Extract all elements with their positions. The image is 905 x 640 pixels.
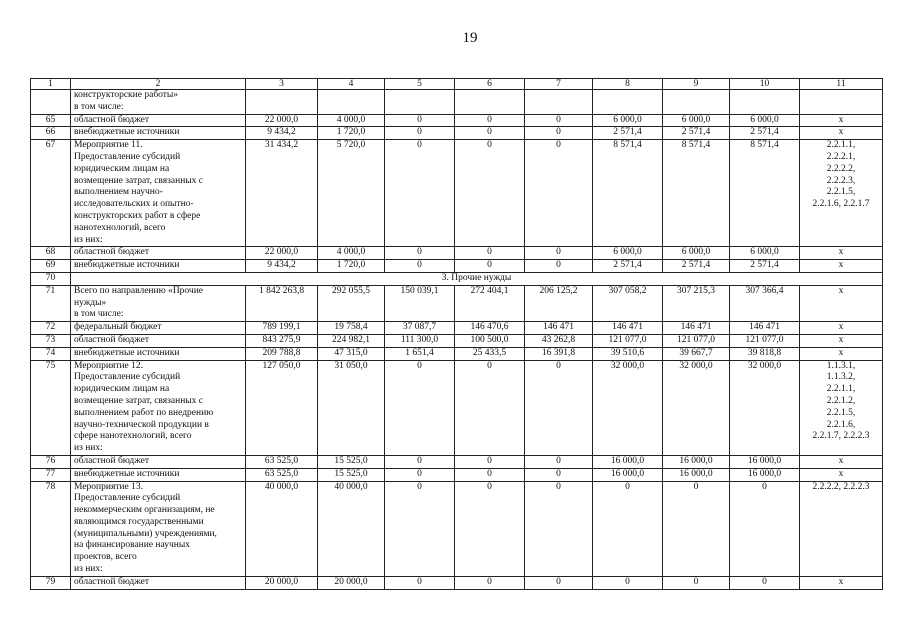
row-number: 75	[31, 360, 71, 455]
text-line: х	[838, 322, 844, 333]
row-number: 78	[31, 481, 71, 576]
value-cell: 2 571,4	[730, 260, 800, 273]
value-cell: 16 391,8	[525, 347, 593, 360]
value-cell: 0	[455, 260, 525, 273]
text-line: внебюджетные источники	[74, 468, 180, 479]
row-name	[71, 127, 246, 140]
text-line: в том числе:	[74, 101, 124, 112]
value-cell: 272 404,1	[455, 285, 525, 321]
text-line: (муниципальными) учреждениями,	[74, 528, 217, 539]
value-cell: 0	[593, 481, 663, 576]
value-cell: 63 525,0	[246, 455, 318, 468]
column-header: 1	[31, 79, 71, 90]
text-line: конструкторских работ в сфере	[74, 210, 201, 221]
text-line: 1.1.3.2,	[826, 372, 856, 383]
value-cell: 0	[455, 481, 525, 576]
value-cell: 6 000,0	[593, 114, 663, 127]
value-cell: 843 275,9	[246, 334, 318, 347]
row-number: 70	[31, 272, 71, 285]
value-cell: 0	[525, 455, 593, 468]
value-cell: 206 125,2	[525, 285, 593, 321]
value-cell: 0	[385, 260, 455, 273]
text-line: внебюджетные источники	[74, 127, 180, 138]
value-cell: 40 000,0	[246, 481, 318, 576]
value-cell: 0	[525, 114, 593, 127]
value-cell: 19 758,4	[318, 322, 385, 335]
page-number: 19	[462, 30, 478, 46]
value-cell: 0	[385, 140, 455, 247]
value-cell: 0	[730, 481, 800, 576]
value-cell: 0	[385, 576, 455, 589]
text-line: научно-технической продукции в	[74, 419, 209, 430]
value-cell: 1 720,0	[318, 260, 385, 273]
value-cell: 31 434,2	[246, 140, 318, 247]
text-line: Мероприятие 13.	[74, 481, 144, 492]
task-codes	[800, 127, 883, 140]
value-cell: 0	[663, 481, 730, 576]
row-name	[71, 468, 246, 481]
row-name	[71, 576, 246, 589]
task-codes	[800, 481, 883, 576]
value-cell: 25 433,5	[455, 347, 525, 360]
text-line: возмещение затрат, связанных с	[74, 175, 204, 186]
value-cell	[730, 90, 800, 115]
row-name	[71, 140, 246, 247]
text-line: 1.1.3.1,	[826, 360, 856, 371]
value-cell: 0	[525, 140, 593, 247]
value-cell: 2 571,4	[663, 127, 730, 140]
value-cell: 209 788,8	[246, 347, 318, 360]
column-header: 6	[455, 79, 525, 90]
text-line: нанотехнологий, всего	[74, 222, 166, 233]
text-line: Всего по направлению «Прочие	[74, 285, 204, 296]
text-line: 2.2.1.2,	[826, 395, 856, 406]
value-cell	[525, 90, 593, 115]
value-cell: 146 471	[663, 322, 730, 335]
value-cell: 121 077,0	[663, 334, 730, 347]
row-number: 73	[31, 334, 71, 347]
text-line: из них:	[74, 443, 103, 454]
value-cell: 9 434,2	[246, 260, 318, 273]
value-cell: 39 667,7	[663, 347, 730, 360]
value-cell: 150 039,1	[385, 285, 455, 321]
task-codes	[800, 576, 883, 589]
value-cell: 0	[455, 455, 525, 468]
value-cell: 0	[385, 360, 455, 455]
column-header: 11	[800, 79, 883, 90]
value-cell: 16 000,0	[593, 455, 663, 468]
text-line: 2.2.2.1,	[826, 151, 856, 162]
value-cell: 100 500,0	[455, 334, 525, 347]
text-line: 2.2.1.6,	[826, 419, 856, 430]
task-codes	[800, 90, 883, 115]
row-number: 65	[31, 114, 71, 127]
column-header: 10	[730, 79, 800, 90]
budget-table	[30, 78, 883, 590]
text-line: выполнением научно-	[74, 187, 163, 198]
value-cell: 0	[455, 576, 525, 589]
value-cell: 1 842 263,8	[246, 285, 318, 321]
text-line: х	[838, 247, 844, 258]
value-cell: 1 651,4	[385, 347, 455, 360]
text-line: на финансирование научных	[74, 540, 190, 551]
value-cell: 307 058,2	[593, 285, 663, 321]
table-row	[31, 334, 883, 347]
value-cell: 32 000,0	[730, 360, 800, 455]
value-cell: 0	[525, 576, 593, 589]
value-cell	[246, 90, 318, 115]
table-row	[31, 322, 883, 335]
value-cell: 0	[525, 481, 593, 576]
text-line: выполнением работ по внедрению	[74, 407, 214, 418]
table-row	[31, 285, 883, 321]
column-header: 8	[593, 79, 663, 90]
text-line: сфере нанотехнологий, всего	[74, 431, 192, 442]
value-cell: 16 000,0	[663, 468, 730, 481]
table-row	[31, 90, 883, 115]
column-header: 2	[71, 79, 246, 90]
value-cell: 20 000,0	[318, 576, 385, 589]
text-line: 2.2.1.1,	[826, 384, 856, 395]
text-line: Мероприятие 12.	[74, 360, 144, 371]
row-number: 76	[31, 455, 71, 468]
task-codes	[800, 468, 883, 481]
text-line: некоммерческим организациям, не	[74, 505, 215, 516]
text-line: нужды»	[74, 297, 107, 308]
table-row	[31, 455, 883, 468]
text-line: 2.2.1.7, 2.2.2.3	[812, 431, 870, 442]
value-cell: 127 050,0	[246, 360, 318, 455]
value-cell: 0	[385, 468, 455, 481]
text-line: проектов, всего	[74, 552, 137, 563]
text-line: Предоставление субсидий	[74, 493, 181, 504]
task-codes	[800, 360, 883, 455]
value-cell: 0	[385, 481, 455, 576]
value-cell: 6 000,0	[730, 247, 800, 260]
value-cell: 224 982,1	[318, 334, 385, 347]
value-cell: 0	[455, 247, 525, 260]
text-line: Предоставление субсидий	[74, 151, 181, 162]
value-cell: 2 571,4	[593, 127, 663, 140]
value-cell: 40 000,0	[318, 481, 385, 576]
table-row	[31, 247, 883, 260]
value-cell: 22 000,0	[246, 114, 318, 127]
value-cell: 0	[455, 140, 525, 247]
value-cell: 121 077,0	[593, 334, 663, 347]
text-line: х	[838, 576, 844, 587]
column-header: 4	[318, 79, 385, 90]
value-cell: 20 000,0	[246, 576, 318, 589]
value-cell: 63 525,0	[246, 468, 318, 481]
value-cell: 789 199,1	[246, 322, 318, 335]
text-line: в том числе:	[74, 309, 124, 320]
row-name	[71, 334, 246, 347]
value-cell: 307 215,3	[663, 285, 730, 321]
task-codes	[800, 247, 883, 260]
value-cell	[455, 90, 525, 115]
value-cell: 0	[525, 260, 593, 273]
table-row	[31, 468, 883, 481]
table-row	[31, 481, 883, 576]
row-name	[71, 322, 246, 335]
row-name	[71, 360, 246, 455]
column-header: 7	[525, 79, 593, 90]
value-cell: 121 077,0	[730, 334, 800, 347]
text-line: областной бюджет	[74, 334, 150, 345]
value-cell: 6 000,0	[593, 247, 663, 260]
text-line: 2.2.2.3,	[826, 175, 856, 186]
row-number: 79	[31, 576, 71, 589]
value-cell: 8 571,4	[593, 140, 663, 247]
text-line: внебюджетные источники	[74, 260, 180, 271]
text-line: федеральный бюджет	[74, 322, 162, 333]
row-name	[71, 455, 246, 468]
value-cell: 5 720,0	[318, 140, 385, 247]
value-cell: 146 471	[593, 322, 663, 335]
value-cell: 43 262,8	[525, 334, 593, 347]
value-cell: 0	[455, 114, 525, 127]
task-codes	[800, 285, 883, 321]
text-line: х	[838, 347, 844, 358]
value-cell: 0	[525, 360, 593, 455]
value-cell: 47 315,0	[318, 347, 385, 360]
value-cell: 16 000,0	[593, 468, 663, 481]
text-line: исследовательских и опытно-	[74, 199, 194, 210]
value-cell: 4 000,0	[318, 114, 385, 127]
value-cell: 2 571,4	[663, 260, 730, 273]
value-cell: 0	[525, 468, 593, 481]
value-cell: 0	[525, 247, 593, 260]
value-cell: 6 000,0	[663, 247, 730, 260]
task-codes	[800, 334, 883, 347]
value-cell: 146 471	[525, 322, 593, 335]
text-line: 2.2.2.2,	[826, 163, 856, 174]
task-codes	[800, 347, 883, 360]
value-cell: 31 050,0	[318, 360, 385, 455]
text-line: областной бюджет	[74, 455, 150, 466]
value-cell: 16 000,0	[663, 455, 730, 468]
value-cell: 6 000,0	[663, 114, 730, 127]
value-cell: 292 055,5	[318, 285, 385, 321]
text-line: Предоставление субсидий	[74, 372, 181, 383]
row-name	[71, 90, 246, 115]
text-line: х	[838, 260, 844, 271]
value-cell: 111 300,0	[385, 334, 455, 347]
task-codes	[800, 140, 883, 247]
value-cell: 0	[385, 114, 455, 127]
table-row	[31, 360, 883, 455]
value-cell: 9 434,2	[246, 127, 318, 140]
text-line: областной бюджет	[74, 114, 150, 125]
table-row	[31, 114, 883, 127]
column-header: 9	[663, 79, 730, 90]
value-cell: 0	[663, 576, 730, 589]
column-header: 5	[385, 79, 455, 90]
text-line: 2.2.1.5,	[826, 407, 856, 418]
table-row	[31, 127, 883, 140]
value-cell: 146 471	[730, 322, 800, 335]
value-cell: 32 000,0	[593, 360, 663, 455]
row-number: 66	[31, 127, 71, 140]
row-number	[31, 90, 71, 115]
text-line: Мероприятие 11.	[74, 140, 143, 151]
text-line: юридическим лицам на	[74, 384, 170, 395]
row-number: 69	[31, 260, 71, 273]
value-cell	[385, 90, 455, 115]
text-line: х	[838, 455, 844, 466]
header-row	[31, 79, 883, 90]
text-line: возмещение затрат, связанных с	[74, 395, 204, 406]
value-cell: 2 571,4	[593, 260, 663, 273]
text-line: внебюджетные источники	[74, 347, 180, 358]
task-codes	[800, 322, 883, 335]
row-name	[71, 347, 246, 360]
text-line: 2.2.1.6, 2.2.1.7	[812, 199, 870, 210]
text-line: юридическим лицам на	[74, 163, 170, 174]
task-codes	[800, 114, 883, 127]
text-line: х	[838, 334, 844, 345]
section-row	[31, 272, 883, 285]
value-cell	[318, 90, 385, 115]
value-cell: 6 000,0	[730, 114, 800, 127]
value-cell: 16 000,0	[730, 455, 800, 468]
text-line: х	[838, 127, 844, 138]
text-line: из них:	[74, 564, 103, 575]
task-codes	[800, 260, 883, 273]
value-cell: 0	[525, 127, 593, 140]
table-row	[31, 140, 883, 247]
text-line: х	[838, 285, 844, 296]
value-cell: 2 571,4	[730, 127, 800, 140]
table-row	[31, 347, 883, 360]
table-body	[31, 79, 883, 590]
text-line: 2.2.1.5,	[826, 187, 856, 198]
value-cell: 0	[385, 127, 455, 140]
table-row	[31, 260, 883, 273]
text-line: х	[838, 114, 844, 125]
value-cell	[663, 90, 730, 115]
value-cell: 307 366,4	[730, 285, 800, 321]
value-cell: 0	[455, 127, 525, 140]
row-number: 67	[31, 140, 71, 247]
row-name	[71, 114, 246, 127]
text-line: 2.2.2.2, 2.2.2.3	[812, 481, 870, 492]
value-cell: 0	[593, 576, 663, 589]
table-row	[31, 576, 883, 589]
text-line: конструкторские работы»	[74, 90, 179, 100]
text-line: являющимся государственными	[74, 516, 204, 527]
row-number: 68	[31, 247, 71, 260]
value-cell: 39 818,8	[730, 347, 800, 360]
value-cell: 0	[455, 468, 525, 481]
section-title: 3. Прочие нужды	[71, 272, 883, 285]
text-line: х	[838, 468, 844, 479]
value-cell: 1 720,0	[318, 127, 385, 140]
value-cell: 15 525,0	[318, 468, 385, 481]
text-line: из них:	[74, 234, 103, 245]
value-cell: 22 000,0	[246, 247, 318, 260]
row-name	[71, 481, 246, 576]
row-number: 71	[31, 285, 71, 321]
row-number: 72	[31, 322, 71, 335]
row-name	[71, 285, 246, 321]
row-name	[71, 247, 246, 260]
text-line: областной бюджет	[74, 247, 150, 258]
value-cell: 37 087,7	[385, 322, 455, 335]
row-number: 74	[31, 347, 71, 360]
value-cell: 146 470,6	[455, 322, 525, 335]
row-name	[71, 260, 246, 273]
row-number: 77	[31, 468, 71, 481]
value-cell: 39 510,6	[593, 347, 663, 360]
value-cell: 8 571,4	[730, 140, 800, 247]
value-cell: 0	[385, 455, 455, 468]
value-cell: 15 525,0	[318, 455, 385, 468]
task-codes	[800, 455, 883, 468]
value-cell: 4 000,0	[318, 247, 385, 260]
value-cell: 8 571,4	[663, 140, 730, 247]
value-cell: 0	[455, 360, 525, 455]
text-line: областной бюджет	[74, 576, 150, 587]
text-line: 2.2.1.1,	[826, 140, 856, 151]
value-cell: 0	[730, 576, 800, 589]
value-cell: 16 000,0	[730, 468, 800, 481]
column-header: 3	[246, 79, 318, 90]
value-cell	[593, 90, 663, 115]
value-cell: 0	[385, 247, 455, 260]
value-cell: 32 000,0	[663, 360, 730, 455]
